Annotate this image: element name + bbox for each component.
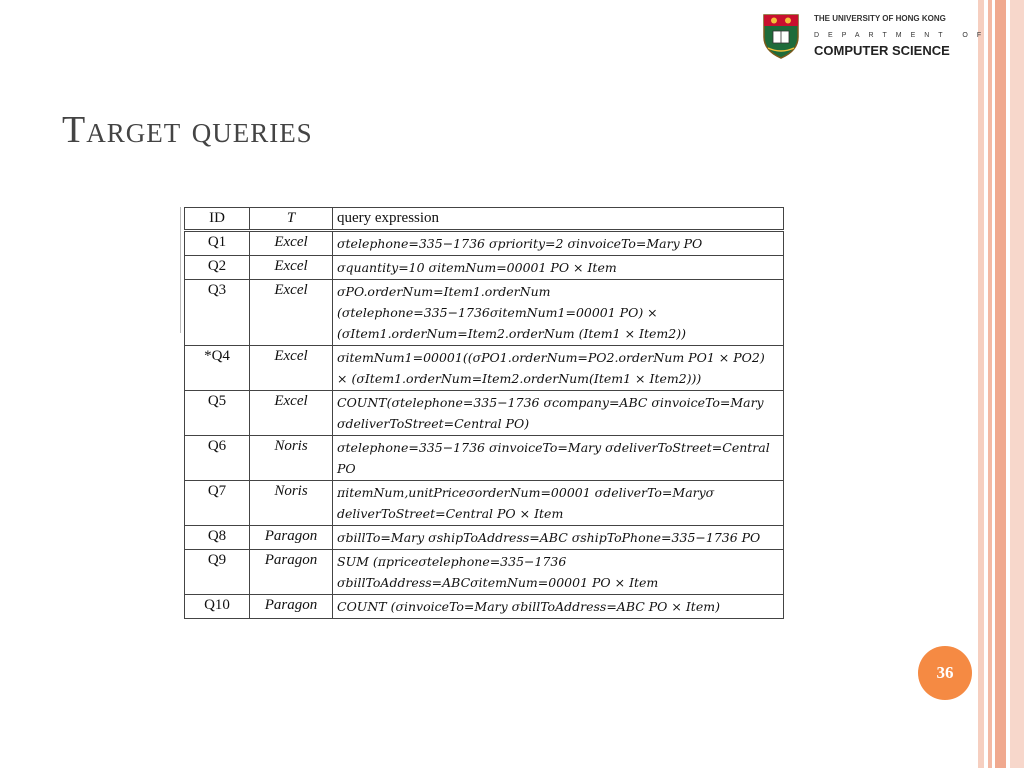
row-type: Paragon	[250, 550, 333, 595]
row-id: Q5	[185, 391, 250, 436]
row-query: πitemNum,unitPriceσorderNum=00001 σdeliverTo=Maryσ deliverToStreet=Central PO × Item	[337, 485, 715, 521]
table-row	[185, 436, 784, 481]
decorative-stripe	[978, 0, 984, 768]
table-row	[185, 550, 784, 595]
row-type: Excel	[250, 391, 333, 436]
crest-icon	[762, 13, 800, 59]
table-row	[185, 481, 784, 526]
row-query: COUNT(σtelephone=335−1736 σcompany=ABC σinvoiceTo=Mary σdeliverToStreet=Central PO)	[337, 395, 764, 431]
row-query: σPO.orderNum=Item1.orderNum (σtelephone=335−1736σitemNum1=00001 PO) × (σItem1.orderNum=Item2.orderNum (Item1 × Item2))	[337, 284, 686, 341]
table-row	[185, 595, 784, 619]
table-row	[185, 346, 784, 391]
row-id: Q9	[185, 550, 250, 595]
query-table-container	[184, 207, 786, 699]
row-id: Q1	[185, 231, 250, 256]
row-type: Paragon	[250, 526, 333, 550]
row-type: Excel	[250, 280, 333, 346]
query-table	[184, 207, 784, 619]
table-row	[185, 256, 784, 280]
row-query: SUM (πpriceσtelephone=335−1736 σbillToAddress=ABCσitemNum=00001 PO × Item	[337, 554, 659, 590]
row-id: Q3	[185, 280, 250, 346]
row-type: Paragon	[250, 595, 333, 619]
row-id: Q2	[185, 256, 250, 280]
table-row	[185, 526, 784, 550]
row-type: Noris	[250, 481, 333, 526]
table-row	[185, 391, 784, 436]
row-query: σitemNum1=00001((σPO1.orderNum=PO2.orderNum PO1 × PO2) × (σItem1.orderNum=Item2.orderNum(Item1 × Item2)))	[337, 350, 765, 386]
header-id: ID	[185, 208, 250, 231]
row-type: Excel	[250, 346, 333, 391]
row-query: σtelephone=335−1736 σpriority=2 σinvoiceTo=Mary PO	[337, 236, 703, 251]
row-type: Excel	[250, 231, 333, 256]
department-label: DEPARTMENT OF	[814, 32, 991, 39]
table-row	[185, 231, 784, 256]
row-type: Excel	[250, 256, 333, 280]
row-query: σquantity=10 σitemNum=00001 PO × Item	[337, 260, 617, 275]
table-row	[185, 280, 784, 346]
row-id: *Q4	[185, 346, 250, 391]
department-name: COMPUTER SCIENCE	[814, 43, 950, 58]
row-query: COUNT (σinvoiceTo=Mary σbillToAddress=ABC PO × Item)	[337, 599, 720, 614]
university-logo	[762, 10, 991, 62]
decorative-stripe	[995, 0, 1006, 768]
row-id: Q8	[185, 526, 250, 550]
header-query: query expression	[337, 210, 440, 226]
table-header-row	[185, 208, 784, 231]
scan-edge-line	[180, 207, 181, 333]
decorative-stripe	[1010, 0, 1024, 768]
slide-title: Target queries	[62, 109, 313, 151]
header-t: T	[250, 208, 333, 231]
row-type: Noris	[250, 436, 333, 481]
row-id: Q7	[185, 481, 250, 526]
row-query: σbillTo=Mary σshipToAddress=ABC σshipToPhone=335−1736 PO	[337, 530, 761, 545]
row-query: σtelephone=335−1736 σinvoiceTo=Mary σdeliverToStreet=Central PO	[337, 440, 770, 476]
row-id: Q10	[185, 595, 250, 619]
decorative-stripe	[988, 0, 992, 768]
row-id: Q6	[185, 436, 250, 481]
university-name: THE UNIVERSITY OF HONG KONG	[814, 14, 946, 23]
page-number-badge: 36	[918, 646, 972, 700]
